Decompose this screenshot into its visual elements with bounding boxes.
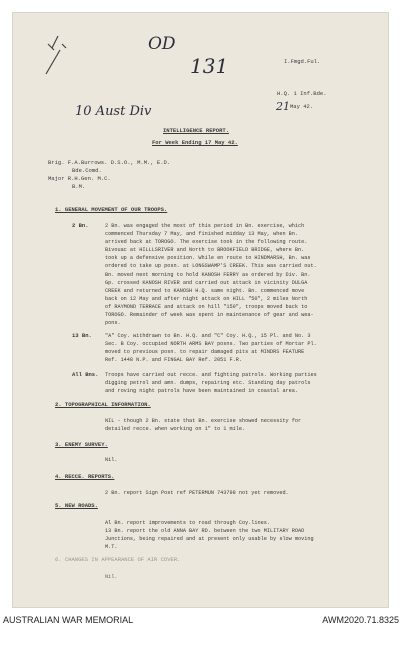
section-1-label-13bn: 13 Bn. [72,332,92,339]
section-3-text: Nil. [105,457,118,463]
section-5-heading: 5. NEW ROADS. [55,502,98,509]
section-2-heading: 2. TOPOGRAPHICAL INFORMATION. [55,401,151,408]
header-date: May 42. [290,103,314,110]
header-ref: I.Fmgd.Ful. [284,58,321,65]
section-6-heading: 6. CHANGES IN APPEARANCE OF AIR COVER. [55,556,181,563]
report-subtitle: For Week Ending 17 May 42. [152,139,238,146]
addressee-4: B.M. [72,183,86,190]
addressee-3: Major R.H.Gen. M.C. [48,175,111,182]
handwritten-folio: 131 [190,54,229,78]
header-hq: H.Q. 1 Inf.Bde. [277,90,327,97]
section-4-heading: 4. RECCE. REPORTS. [55,473,115,480]
section-1-text-2bn: 2 Bn. was engaged the most of this period in Bn. exercise, which commenced Thursday 7 May, and finished midday 13 May, when Bn. arrived back at TOROGO. The exercise took in the following route. Bivouac at HILLLSRIVER and North to BROOKFIELD BRIDGE, where Bn. took up a defensive position. While en route to HINDMARSH, Bn. was ordered to take up posn. at LONGSWAMP'S CREEK. This was carried out. Bn. moved next morning to hold KANOSH FERRY as ordered by Div. Bn. Gp. crossed KANOSH RIVER and carried out attack in vicinity DULGA CREEK and returned to KANOSH H.Q. same night. Bn. commenced move back on 12 May and after night attack on HILL "50", 2 miles North of RAYMOND TERRACE and attack on hill "150", troops moved back to TOROGO. Remainder of week was spent in maintenance of gear and wea- pons. [105,223,317,327]
section-1-text-allbns: Troops have carried out recce. and fighting patrols. Working parties digging petrol and amn. dumps, repairing etc. Standing day patrols and roving night patrols have been maintained in coastal area. [105,372,317,395]
section-4-text: 2 Bn. report Sign Post ref PETERMUN 743798 not yet removed. [105,490,289,496]
footer-institution: AUSTRALIAN WAR MEMORIAL [3,615,134,625]
section-5-text: Al Bn. report improvements to road through Coy.lines. 13 Bn. report the old ANNA BAY RD. between the two MILITARY ROAD Junctions, being repaired and at present only usable by slow moving M.T. [105,520,314,551]
section-1-label-2bn: 2 Bn. [72,222,89,229]
handwritten-division: 10 Aust Div [75,104,152,119]
addressee-1: Brig. F.A.Burrows. D.S.O., M.M., E.D. [48,159,171,166]
addressee-2: Bde.Comd. [72,167,102,174]
handwritten-mark: OD [148,34,176,54]
footer-bar [0,613,403,653]
section-3-heading: 3. ENEMY SURVEY. [55,441,108,448]
section-1-heading: 1. GENERAL MOVEMENT OF OUR TROOPS. [55,206,168,213]
pencil-marks [38,30,78,80]
section-2-text: NIL - though 2 Bn. state that Bn. exercise showed necessity for detailed recce. when working on 1" to 1 mile. [105,418,302,433]
section-6-text: Nil. [105,574,118,580]
footer-accession: AWM2020.71.8325 [322,615,399,625]
report-title: INTELLIGENCE REPORT. [163,127,230,134]
handwritten-date: 21 [276,100,290,113]
section-1-text-13bn: "A" Coy. withdrawn to Bn. H.Q. and "C" Coy. H.Q., 15 Pl. and No. 3 Sec. B Coy. occupied NORTH ARMS BAY posns. Two parties of Mortar Pl. moved to previous posn. to repair damaged pits at MINDRS FEATURE Ref. 1448 N.P. and FINGAL BAY Ref. 2051 F.R. [105,333,317,364]
section-1-label-allbns: All Bns. [72,371,99,378]
